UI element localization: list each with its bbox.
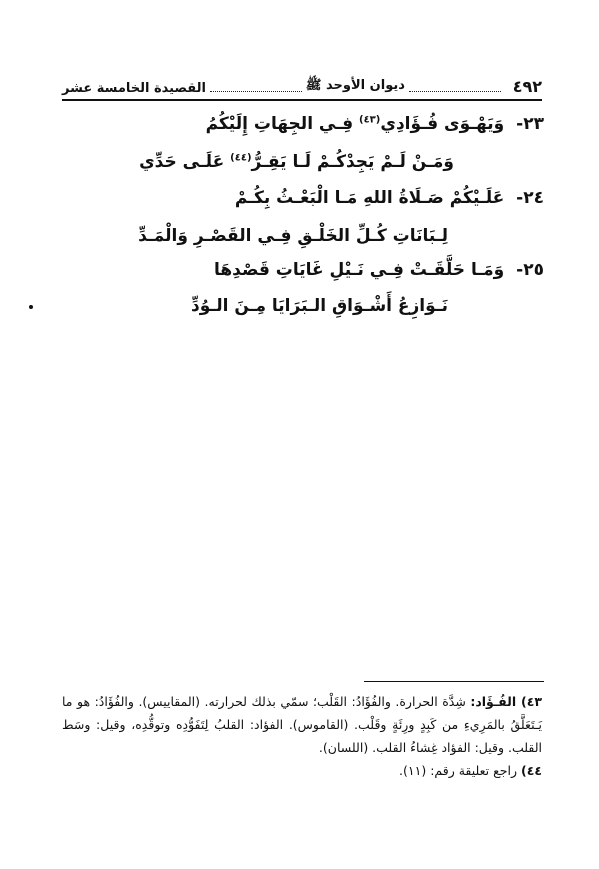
verse-23-first-hemistich	[206, 114, 544, 134]
header-rule	[62, 99, 542, 101]
book-title: ديوان الأوحد ﷺ	[305, 78, 405, 93]
verse-text: وَيَهْـوَى فُـؤَادِي	[380, 114, 505, 134]
footnotes	[62, 690, 542, 782]
verse-number: ٢٣-	[516, 114, 544, 134]
footnote-ref: (٤٣)	[359, 114, 381, 126]
verse-text: وَمَـنْ لَـمْ يَجِدْكُـمْ لَـا يَقِـرُّ	[251, 152, 454, 172]
header-dotted-leader	[210, 91, 302, 92]
footnote-44	[62, 759, 542, 782]
verse-25-first-hemistich	[214, 260, 544, 280]
header-dotted-leader	[409, 91, 501, 92]
footnote-label: ٤٤)	[521, 763, 542, 778]
verse-25-second-hemistich	[191, 296, 448, 316]
footnote-separator	[364, 681, 544, 682]
section-title: القصيدة الخامسة عشر	[62, 81, 206, 96]
footnote-text: شِدَّة الحرارة. والفُؤَادُ: القَلْب؛ سمّي بذلك لحرارته. (المقاييس). والفُؤَادُ: هو ما يَـتَعَلَّقُ بالمَرِيءِ من كَبِدٍ ورِئَةٍ وقَلْب. (القاموس). الفؤاد: القلبُ لِتَفَوُّدِه وتوقُّدِه، وقيل: وسَط القلب. وقيل: الفؤاد غِشاءُ القلب. (اللسان).	[62, 694, 542, 755]
verse-text: نَـوَازِعُ أَشْـوَاقِ الـبَرَايَا مِـنَ الـوُدِّ	[191, 296, 448, 316]
footnote-text: راجع تعليقة رقم: (١١).	[399, 763, 518, 778]
margin-dot	[29, 305, 33, 309]
page-number: ٤٩٢	[512, 77, 542, 96]
verse-number: ٢٤-	[516, 188, 544, 208]
verse-text: وَمَـا حَلَّقَـتْ فِـي نَـيْلِ غَايَاتِ قَصْدِهَا	[213, 260, 505, 280]
footnote-43	[62, 690, 542, 759]
footnote-ref: (٤٤)	[230, 152, 252, 164]
verse-number: ٢٥-	[516, 260, 544, 280]
verse-text: عَلَـيْكُمْ صَـلَاةُ اللهِ مَـا الْبَعْـثُ بِكُـمْ	[234, 188, 505, 208]
verse-23-second-hemistich	[139, 152, 454, 172]
footnote-label: ٤٣) الفُـؤَاد:	[470, 694, 542, 709]
verse-text: لِـبَانَاتِ كُـلِّ الخَلْـقِ فِـي القَصْـرِ وَالْمَـدِّ	[138, 226, 448, 246]
verse-text: عَلَـى حَدِّي	[139, 152, 225, 172]
verse-24-second-hemistich	[138, 226, 448, 246]
page-header	[62, 78, 542, 96]
verse-24-first-hemistich	[235, 188, 544, 208]
verse-text: فِـي الجِهَاتِ إِلَيْكُمُ	[205, 114, 354, 134]
